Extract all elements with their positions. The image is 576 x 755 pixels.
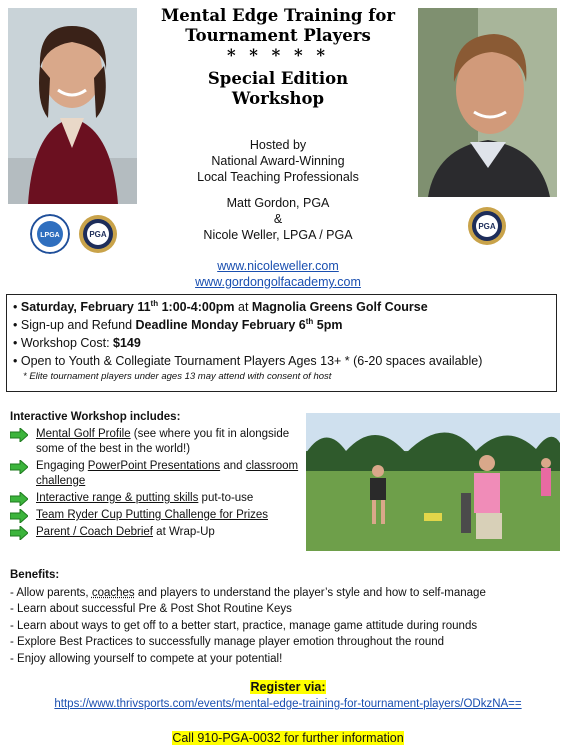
- pro-line: Local Teaching Professionals: [197, 170, 359, 184]
- workshop-includes: [10, 410, 302, 542]
- title-stars: * * * * *: [226, 46, 330, 65]
- host-name-2: Nicole Weller, LPGA / PGA: [203, 228, 353, 242]
- event-details-box: [6, 294, 557, 392]
- workshop-title: [145, 6, 411, 109]
- title-line-1: Mental Edge Training for: [160, 6, 396, 25]
- eligibility-note: * Elite tournament players under ages 13 may attend with consent of host: [23, 371, 332, 382]
- website-links: [150, 258, 406, 290]
- benefit-item: - Enjoy allowing yourself to compete at your potential!: [10, 652, 283, 665]
- benefits-heading: Benefits:: [10, 569, 60, 581]
- benefits-section: [10, 567, 560, 667]
- arrow-right-icon: [10, 526, 28, 540]
- powerpoint-link[interactable]: PowerPoint Presentations: [87, 460, 221, 472]
- host-ampersand: &: [273, 212, 283, 226]
- arrow-right-icon: [10, 492, 28, 506]
- host-info: [150, 137, 406, 243]
- award-line: National Award-Winning: [211, 154, 345, 168]
- matt-gordon-photo: [418, 8, 557, 197]
- eligibility-line: • Open to Youth & Collegiate Tournament Players Ages 13+ * (6-20 spaces available): [13, 354, 483, 368]
- register-label: Register via:: [250, 680, 326, 694]
- benefit-item: - Allow parents, coaches and players to understand the player’s style and how to self-manage: [10, 586, 486, 599]
- mental-golf-profile-link[interactable]: Mental Golf Profile: [36, 428, 131, 440]
- includes-heading: Interactive Workshop includes:: [10, 411, 181, 423]
- list-item: Mental Golf Profile (see where you fit in alongside some of the best in the world!): [10, 427, 302, 457]
- list-item: [10, 508, 302, 523]
- title-line-4: Workshop: [231, 89, 325, 108]
- event-date-line: • Saturday, February 11th 1:00-4:00pm at Magnolia Greens Golf Course: [13, 299, 428, 314]
- list-item: Parent / Coach Debrief at Wrap-Up: [10, 525, 302, 540]
- arrow-right-icon: [10, 428, 28, 442]
- cost-line: • Workshop Cost: $149: [13, 336, 141, 350]
- call-info: [0, 731, 576, 745]
- list-item: Engaging PowerPoint Presentations and classroom challenge: [10, 459, 302, 489]
- benefit-item: - Explore Best Practices to successfully manage player emotion throughout the round: [10, 636, 445, 648]
- benefit-item: - Learn about successful Pre & Post Shot Routine Keys: [10, 603, 292, 615]
- signup-deadline-line: • Sign-up and Refund Deadline Monday February 6th 5pm: [13, 317, 343, 332]
- gordongolfacademy-link[interactable]: www.gordongolfacademy.com: [195, 275, 361, 289]
- list-item: Interactive range & putting skills put-to-use: [10, 491, 302, 506]
- nicoleweller-link[interactable]: www.nicoleweller.com: [217, 259, 339, 273]
- range-skills-link[interactable]: Interactive range & putting skills: [36, 492, 199, 504]
- benefit-item: - Learn about ways to get off to a better start, practice, manage game attitude during rounds: [10, 619, 478, 632]
- ryder-cup-link[interactable]: Team Ryder Cup Putting Challenge for Prizes: [36, 509, 269, 521]
- title-line-2: Tournament Players: [185, 26, 371, 45]
- title-line-3: Special Edition: [207, 69, 349, 88]
- call-text: Call 910-PGA-0032 for further information: [172, 731, 404, 745]
- debrief-link[interactable]: Parent / Coach Debrief: [36, 526, 153, 538]
- svg-text:LPGA: LPGA: [40, 232, 60, 239]
- pga-logo: [467, 206, 507, 246]
- svg-text:PGA: PGA: [478, 222, 496, 231]
- svg-text:PGA: PGA: [89, 230, 107, 239]
- hosted-by: Hosted by: [249, 138, 307, 152]
- register-link[interactable]: https://www.thrivsports.com/events/mental-edge-training-for-tournament-players/ODkzNA==: [54, 698, 522, 710]
- golf-range-photo: [306, 413, 560, 551]
- pga-logo: [78, 214, 118, 254]
- lpga-logo: [30, 214, 70, 254]
- arrow-right-icon: [10, 509, 28, 523]
- register-section: [0, 680, 576, 710]
- host-name-1: Matt Gordon, PGA: [226, 196, 330, 210]
- nicole-weller-photo: [8, 8, 137, 204]
- arrow-right-icon: [10, 460, 28, 474]
- classroom-challenge-link[interactable]: classroom challenge: [36, 460, 299, 487]
